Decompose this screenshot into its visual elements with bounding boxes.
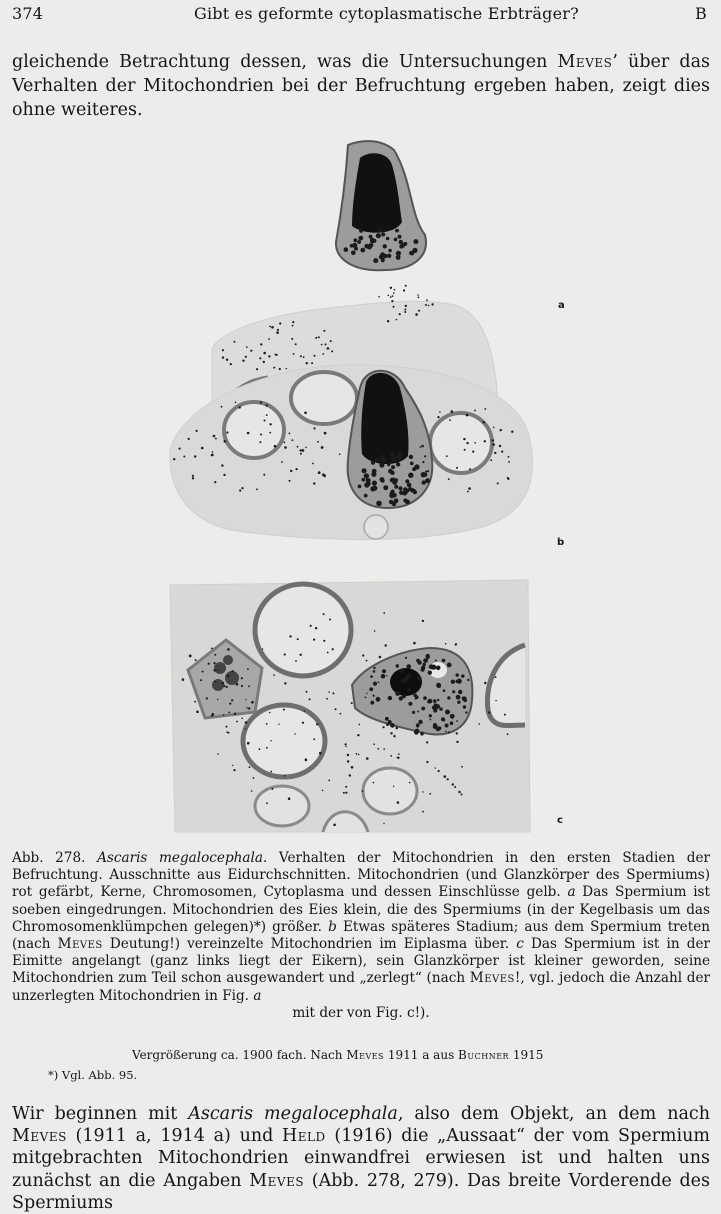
top-paragraph — [12, 50, 710, 122]
text-run: Deutung!) vereinzelte Mitochondrien im Eiplasma über. — [102, 936, 517, 953]
panel-ref: a — [567, 884, 576, 901]
text-run: Vergrößerung ca. 1900 fach. Nach — [132, 1048, 347, 1062]
figure-credit — [132, 1047, 543, 1063]
caption-species: Ascaris megalocephala. — [97, 850, 268, 866]
species-name: Ascaris megalocephala — [188, 1104, 398, 1124]
author-name: Buchner — [458, 1048, 510, 1062]
text-run: , also dem Objekt, an dem nach — [397, 1104, 710, 1124]
author-name: Held — [282, 1126, 326, 1147]
text-run: Verhalten der Mitochondrien in den ersten Stadien der Befruchtung. Ausschnitte aus Eidurchschnitten. Mitochondrien (und Glanzkörper des Spermiums) rot gefärbt, Kerne, Chromosomen, Cytoplasma und dessen Einschlüsse gelb. — [12, 850, 710, 901]
footnote: *) Vgl. Abb. 95. — [48, 1068, 138, 1082]
running-head — [12, 4, 707, 30]
panel-label-c: c — [557, 815, 563, 826]
panel-ref: b — [328, 918, 337, 935]
panel-label-a: a — [558, 300, 565, 311]
text-run: Wir beginnen mit — [12, 1104, 189, 1124]
author-name: Meves — [469, 970, 515, 987]
text-run: gleichende Betrachtung dessen, was die Untersuchungen — [12, 52, 558, 72]
running-title: Gibt es geformte cytoplasmatische Erbträger? — [194, 4, 579, 23]
text-run: ’ über das Verhalten der Mitochondrien bei der Befruchtung ergeben haben, zeigt dies ohne weiteres. — [12, 52, 711, 120]
bottom-paragraph — [12, 1103, 710, 1214]
text-run: (Abb. 278, 279). Das breite Vorderende des Spermiums — [12, 1170, 710, 1213]
text-run: Etwas späteres Stadium; aus dem Spermium treten (nach — [12, 918, 710, 953]
text-run: 1915 — [509, 1048, 544, 1062]
caption-label: Abb. 278. — [12, 850, 86, 866]
panel-label-b: b — [557, 537, 565, 548]
panel-ref: c — [516, 936, 524, 953]
figure-caption — [12, 850, 710, 1022]
author-name: Meves — [249, 1170, 305, 1191]
text-run: !, vgl. jedoch die Anzahl der unzerlegten Mitochondrien in Fig. — [12, 970, 710, 1004]
text-run: (1916) die „Aussaat“ der vom Spermium mitgebrachten Mitochondrien einwandfrei erwiesen ist und halten uns zunächst an die Angaben — [12, 1126, 710, 1191]
text-run: (1911 a, 1914 a) und — [66, 1126, 283, 1147]
text-run: 1911 a aus — [384, 1048, 459, 1062]
section-letter: B — [695, 4, 707, 23]
author-name: Meves — [346, 1048, 385, 1062]
text-run: Das Spermium ist soeben eingedrungen. Mitochondrien des Eies klein, die des Spermiums (in der Kegelbasis um das Chromosomenklümpchen gelegen)*) größer. — [12, 884, 710, 935]
author-name: Meves — [557, 52, 613, 72]
figure-illustration — [0, 120, 721, 845]
panel-c-drawing — [170, 580, 530, 832]
page-number: 374 — [12, 4, 44, 23]
author-name: Meves — [12, 1126, 67, 1147]
text-run: Das Spermium ist in der Eimitte angelangt (ganz links liegt der Eikern), sein Glanzkörper ist kleiner geworden, seine Mitochondrien zum Teil schon ausgewandert und „zerlegt“ (nach — [12, 936, 710, 987]
figure-278 — [0, 120, 721, 845]
author-name: Meves — [57, 936, 103, 953]
panel-ref: a — [253, 987, 262, 1004]
caption-last-line: mit der von Fig. c!). — [292, 1004, 430, 1021]
